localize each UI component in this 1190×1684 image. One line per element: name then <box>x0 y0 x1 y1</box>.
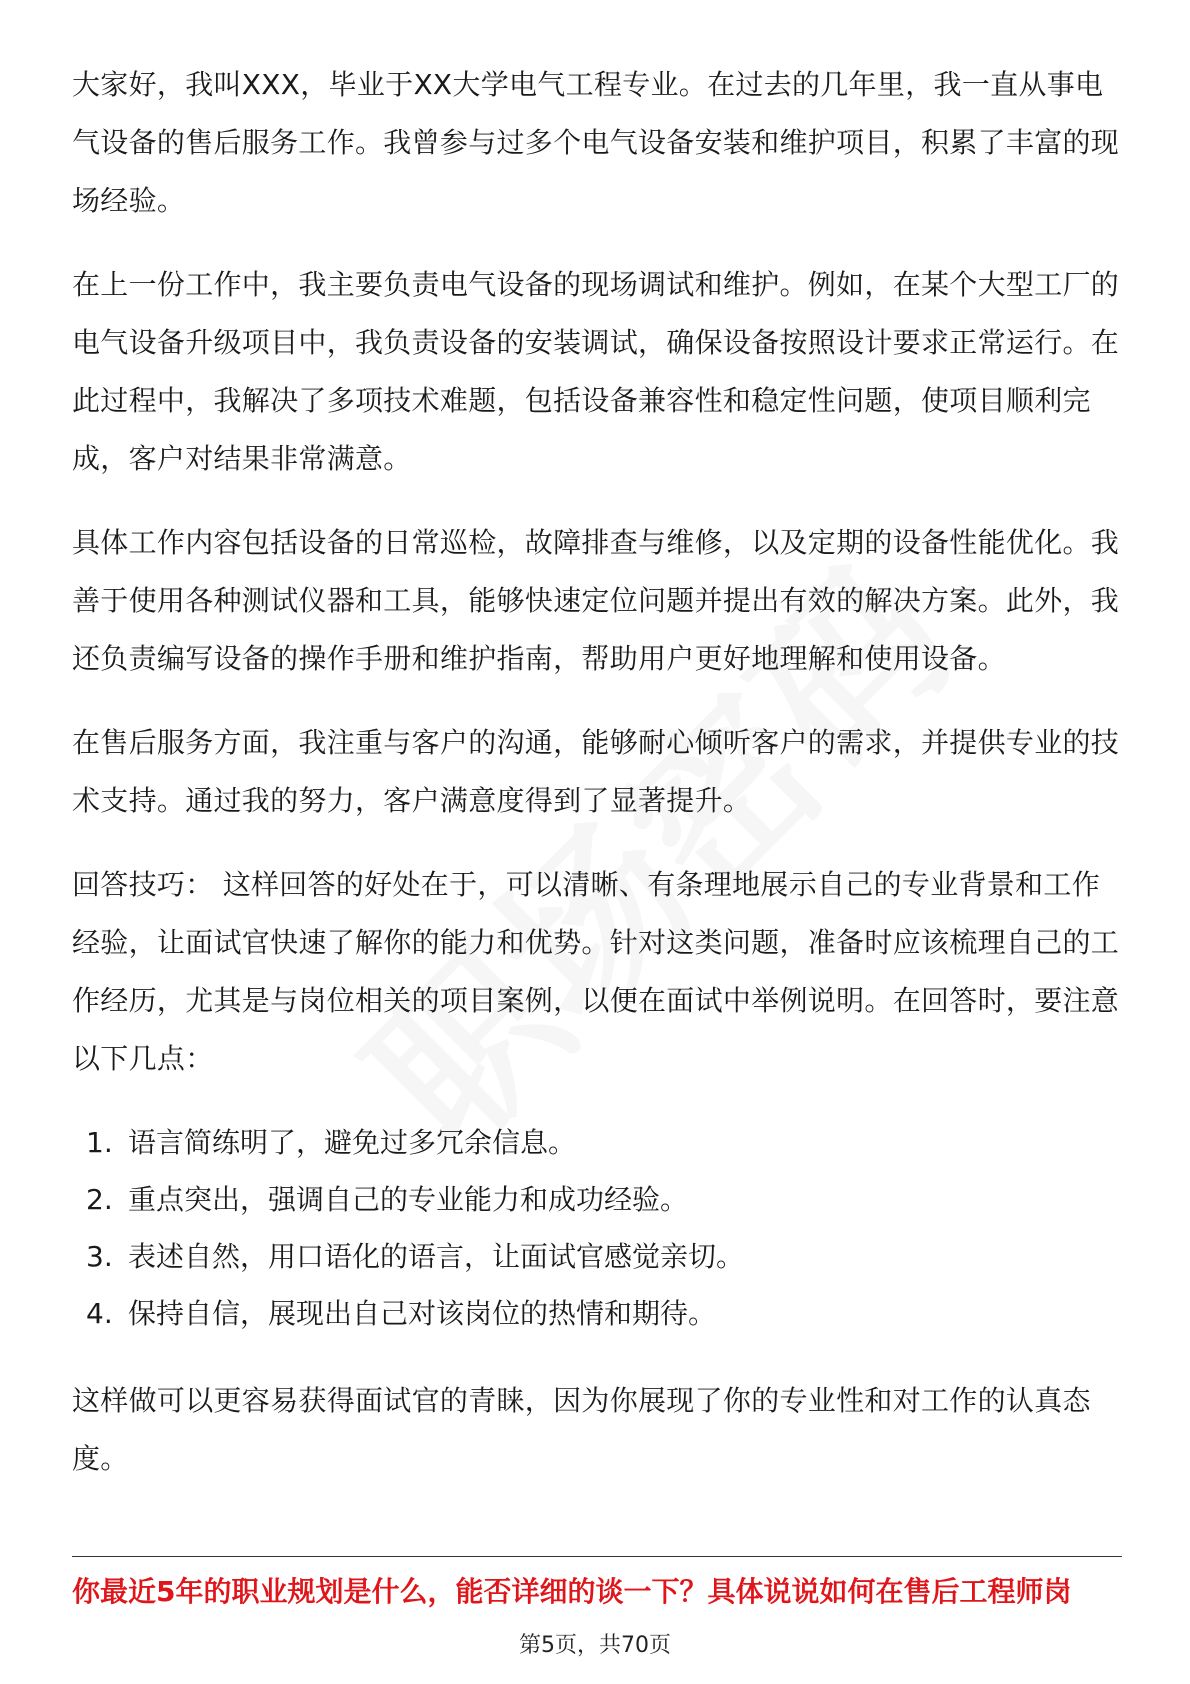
section-divider <box>72 1556 1122 1557</box>
list-item-text: 重点突出，强调自己的专业能力和成功经验。 <box>128 1183 689 1216</box>
paragraph-intro: 大家好，我叫XXX，毕业于XX大学电气工程专业。在过去的几年里，我一直从事电气设备的售后服务工作。我曾参与过多个电气设备安装和维护项目，积累了丰富的现场经验。 <box>72 68 1120 217</box>
answer-body <box>72 56 1122 1514</box>
list-item <box>72 1228 1122 1285</box>
list-item-number: 1. <box>86 1126 113 1159</box>
paragraph-service: 在售后服务方面，我注重与客户的沟通，能够耐心倾听客户的需求，并提供专业的技术支持。通过我的努力，客户满意度得到了显著提升。 <box>72 726 1120 817</box>
next-question-heading: 你最近5年的职业规划是什么，能否详细的谈一下？具体说说如何在售后工程师岗 <box>72 1575 1072 1608</box>
list-item <box>72 1171 1122 1228</box>
tips-list <box>72 1114 1122 1342</box>
paragraph-job-details: 具体工作内容包括设备的日常巡检，故障排查与维修，以及定期的设备性能优化。我善于使用各种测试仪器和工具，能够快速定位问题并提出有效的解决方案。此外，我还负责编写设备的操作手册和维护指南，帮助用户更好地理解和使用设备。 <box>72 526 1120 675</box>
list-item <box>72 1285 1122 1342</box>
paragraph-previous-job: 在上一份工作中，我主要负责电气设备的现场调试和维护。例如，在某个大型工厂的电气设备升级项目中，我负责设备的安装调试，确保设备按照设计要求正常运行。在此过程中，我解决了多项技术难题，包括设备兼容性和稳定性问题，使项目顺利完成，客户对结果非常满意。 <box>72 268 1120 475</box>
list-item-number: 4. <box>86 1297 113 1330</box>
list-item <box>72 1114 1122 1171</box>
list-item-number: 3. <box>86 1240 113 1273</box>
list-item-text: 保持自信，展现出自己对该岗位的热情和期待。 <box>128 1297 717 1330</box>
paragraph-closing: 这样做可以更容易获得面试官的青睐，因为你展现了你的专业性和对工作的认真态度。 <box>72 1384 1091 1475</box>
page-number: 第5页，共70页 <box>519 1633 671 1658</box>
list-item-text: 表述自然，用口语化的语言，让面试官感觉亲切。 <box>128 1240 745 1273</box>
list-item-text: 语言简练明了，避免过多冗余信息。 <box>128 1126 577 1159</box>
paragraph-answer-tips: 回答技巧： 这样回答的好处在于，可以清晰、有条理地展示自己的专业背景和工作经验，让面试官快速了解你的能力和优势。针对这类问题，准备时应该梳理自己的工作经历，尤其是与岗位相关的项目案例，以便在面试中举例说明。在回答时，要注意以下几点： <box>72 868 1120 1075</box>
list-item-number: 2. <box>86 1183 113 1216</box>
